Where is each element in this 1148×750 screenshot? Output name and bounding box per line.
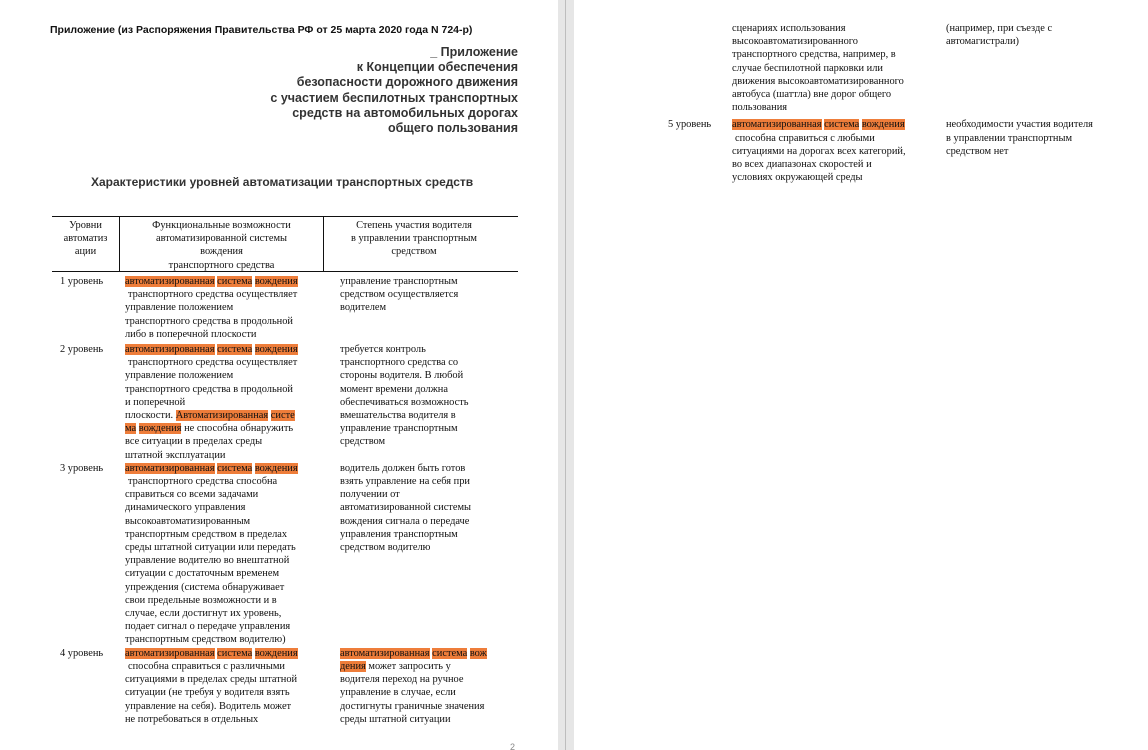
- header-line: Степень участия водителя: [356, 220, 472, 231]
- text-line: автомагистрали): [946, 36, 1019, 48]
- search-highlight: вождения: [861, 119, 905, 131]
- text-line: среды штатной ситуации: [340, 713, 451, 725]
- text-line: вмешательства водителя в: [340, 410, 456, 422]
- text-line: (например, при съезде с: [946, 23, 1053, 34]
- level-cell: 3 уровень: [60, 462, 104, 474]
- functions-cell: [125, 275, 330, 341]
- text-line: справиться со всеми задачами: [125, 489, 259, 501]
- table-row: [52, 647, 518, 726]
- search-highlight: автоматизированная: [125, 344, 215, 356]
- text-line: [125, 422, 330, 435]
- text-line: средством нет: [946, 145, 1009, 157]
- search-highlight: система: [217, 462, 253, 474]
- functions-cell: [732, 22, 946, 114]
- text-span: может запросить у: [368, 660, 451, 672]
- header-functions: [120, 217, 324, 271]
- functions-cell: [125, 343, 330, 462]
- highlighted-term-line: [732, 118, 946, 131]
- text-line: ситуации (не требуя у водителя взять: [125, 687, 290, 699]
- text-line: свои предельные возможности и в: [125, 594, 277, 606]
- search-highlight: систе: [270, 410, 295, 422]
- level-cell-empty: [668, 22, 732, 114]
- participation-cell: [330, 343, 520, 462]
- search-highlight: дения: [340, 660, 366, 672]
- text-line: транспортным средством в пределах: [125, 528, 288, 540]
- document-title: Характеристики уровней автоматизации транспортных средств: [91, 175, 474, 189]
- text-line: ситуациями на дорогах всех категорий,: [732, 145, 906, 157]
- text-line: среды штатной ситуации или передать: [125, 542, 296, 554]
- table-row: [668, 118, 1148, 184]
- text-line: водителем: [340, 302, 387, 314]
- participation-cell: [946, 22, 1126, 114]
- search-highlight: вождения: [254, 647, 298, 659]
- text-line: транспортного средства осуществляет: [128, 357, 298, 369]
- text-line: средством: [340, 436, 386, 448]
- text-line: получении от: [340, 489, 400, 501]
- page-divider: [558, 0, 574, 750]
- search-highlight: автоматизированная: [125, 647, 215, 659]
- text-line: сценариях использования: [732, 23, 846, 34]
- text-line: водителя переход на ручное: [340, 674, 464, 686]
- automation-levels-table-continued: [668, 22, 1148, 184]
- search-highlight: вождения: [138, 423, 182, 435]
- participation-cell: [330, 647, 520, 726]
- header-line: средством: [391, 246, 437, 258]
- appendix-line: _ Приложение: [430, 45, 518, 59]
- table-row: [52, 275, 518, 341]
- text-line: транспортного средства осуществляет: [128, 289, 298, 301]
- appendix-line: безопасности дорожного движения: [296, 75, 518, 90]
- search-highlight: автоматизированная: [732, 119, 822, 131]
- header-line: автоматизированной системы: [155, 233, 287, 245]
- text-line: способна справиться с различными: [128, 660, 285, 672]
- text-line: управление положением: [125, 370, 234, 382]
- search-highlight: вож: [469, 647, 487, 659]
- text-line: момент времени должна: [340, 383, 448, 395]
- highlighted-term-line: [125, 462, 330, 475]
- text-line: [340, 660, 520, 673]
- search-highlight: вождения: [254, 462, 298, 474]
- text-line: ситуациями в пределах среды штатной: [125, 674, 298, 686]
- text-line: транспортным средством водителю): [125, 634, 286, 646]
- level-cell: 4 уровень: [60, 647, 104, 659]
- participation-cell: [330, 462, 520, 647]
- participation-cell: [330, 275, 520, 341]
- text-line: вождения сигнала о передаче: [340, 515, 470, 527]
- table-row-continued: [668, 22, 1148, 114]
- text-line: транспортного средства в продольной: [125, 383, 293, 395]
- text-line: не потребоваться в отдельных: [125, 713, 259, 725]
- text-line: транспортного средства, например, в: [732, 49, 896, 61]
- text-line: высокоавтоматизированным: [125, 515, 251, 527]
- text-line: транспортного средства со: [340, 357, 459, 369]
- text-line: автоматизированной системы: [340, 502, 472, 514]
- text-line: во всех диапазонах скоростей и: [732, 159, 872, 171]
- text-line: управление водителю во внештатной: [125, 555, 290, 567]
- search-highlight: Автоматизированная: [175, 410, 269, 422]
- text-line: [125, 409, 330, 422]
- automation-levels-table: [52, 216, 518, 726]
- table-row: [52, 462, 518, 647]
- header-line: автоматиз: [63, 233, 108, 245]
- document-header: Приложение (из Распоряжения Правительства РФ от 25 марта 2020 года N 724-р): [50, 24, 473, 36]
- level-cell: 5 уровень: [668, 119, 712, 131]
- text-line: пользования: [732, 102, 788, 114]
- header-line: Функциональные возможности: [152, 220, 291, 231]
- text-line: управление положением: [125, 302, 234, 314]
- highlighted-term-line: [125, 343, 330, 356]
- text-span: не способна обнаружить: [184, 423, 294, 435]
- header-line: в управлении транспортным: [350, 233, 478, 245]
- text-line: требуется контроль: [340, 344, 426, 356]
- text-line: условиях окружающей среды: [732, 172, 863, 184]
- search-highlight: вождения: [254, 344, 298, 356]
- level-cell: 2 уровень: [60, 344, 104, 356]
- search-highlight: автоматизированная: [340, 647, 430, 659]
- page-number: 2: [510, 742, 516, 750]
- text-span: плоскости.: [125, 410, 174, 422]
- highlighted-term-line: [125, 647, 330, 660]
- header-driver-participation: [324, 217, 504, 271]
- appendix-line: к Концепции обеспечения: [356, 60, 518, 75]
- search-highlight: ма: [125, 423, 137, 435]
- header-line: ации: [74, 246, 97, 258]
- text-line: транспортного средства в продольной: [125, 315, 293, 327]
- table-row: [52, 343, 518, 462]
- text-line: упреждения (система обнаруживает: [125, 581, 285, 593]
- document-page-left: [0, 0, 558, 750]
- search-highlight: система: [824, 119, 860, 131]
- functions-cell: [125, 462, 330, 647]
- level-cell: 1 уровень: [60, 276, 104, 287]
- text-line: автобуса (шаттла) вне дорог общего: [732, 89, 892, 101]
- text-line: и поперечной: [125, 396, 186, 408]
- header-line: транспортного средства: [168, 259, 275, 271]
- text-line: управления транспортным: [340, 528, 458, 540]
- search-highlight: система: [217, 276, 253, 287]
- text-line: необходимости участия водителя: [946, 119, 1093, 131]
- text-line: в управлении транспортным: [946, 132, 1073, 144]
- text-line: управление транспортным: [340, 423, 458, 435]
- header-line: Уровни: [69, 220, 102, 231]
- text-line: движения высокоавтоматизированного: [732, 75, 904, 87]
- text-line: все ситуации в пределах среды: [125, 436, 263, 448]
- text-line: либо в поперечной плоскости: [125, 328, 257, 340]
- text-line: средством осуществляется: [340, 289, 459, 301]
- search-highlight: автоматизированная: [125, 462, 215, 474]
- search-highlight: система: [432, 647, 468, 659]
- appendix-block: [218, 45, 518, 136]
- text-line: обеспечиваться возможность: [340, 396, 469, 408]
- highlighted-term-line: [340, 647, 520, 660]
- text-line: случае, если достигнут их уровень,: [125, 608, 282, 620]
- header-levels: [52, 217, 120, 271]
- search-highlight: система: [217, 344, 253, 356]
- text-line: случае беспилотной парковки или: [732, 62, 883, 74]
- search-highlight: система: [217, 647, 253, 659]
- table-header: [52, 216, 518, 272]
- text-line: управление в случае, если: [340, 687, 456, 699]
- text-line: взять управление на себя при: [340, 476, 470, 488]
- text-line: подает сигнал о передаче управления: [125, 621, 291, 633]
- text-line: динамического управления: [125, 502, 246, 514]
- text-line: способна справиться с любыми: [735, 132, 875, 144]
- appendix-line: с участием беспилотных транспортных: [270, 90, 518, 105]
- text-line: ситуации с достаточным временем: [125, 568, 280, 580]
- functions-cell: [732, 118, 946, 184]
- text-line: средством водителю: [340, 542, 431, 554]
- appendix-line: средств на автомобильных дорогах: [292, 105, 518, 120]
- functions-cell: [125, 647, 330, 726]
- appendix-line: общего пользования: [387, 121, 518, 136]
- highlighted-term-line: [125, 275, 330, 288]
- text-line: стороны водителя. В любой: [340, 370, 464, 382]
- participation-cell: [946, 118, 1126, 184]
- text-line: высокоавтоматизированного: [732, 36, 858, 48]
- text-line: штатной эксплуатации: [125, 449, 226, 461]
- header-line: вождения: [200, 246, 243, 258]
- text-line: управление на себя). Водитель может: [125, 700, 292, 712]
- text-line: управление транспортным: [340, 276, 458, 287]
- text-line: достигнуты граничные значения: [340, 700, 485, 712]
- document-page-right: [574, 0, 1148, 750]
- search-highlight: автоматизированная: [125, 276, 215, 287]
- text-line: транспортного средства способна: [128, 476, 278, 488]
- text-line: водитель должен быть готов: [340, 462, 466, 474]
- search-highlight: вождения: [254, 276, 298, 287]
